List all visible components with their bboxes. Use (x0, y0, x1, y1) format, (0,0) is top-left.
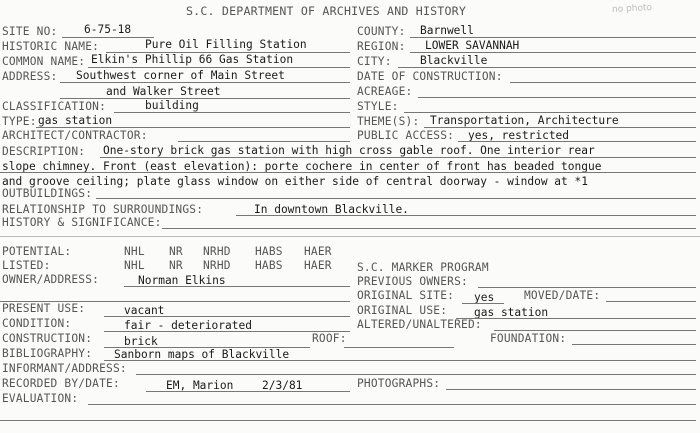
potential-nhl: NHL (124, 245, 145, 258)
potential-habs: HABS (255, 245, 283, 258)
recorded-by-label: RECORDED BY/DATE: (2, 377, 120, 390)
evaluation-label: EVALUATION: (2, 392, 79, 405)
description-line2: slope chimney. Front (east elevation): porte cochere in center of front has beaded tongue (2, 160, 602, 173)
region-label: REGION: (357, 40, 406, 53)
site-no-value: 6-75-18 (84, 23, 132, 36)
original-site-value: yes (474, 291, 495, 304)
listed-haer: HAER (304, 259, 332, 272)
date-of-construction-label: DATE OF CONSTRUCTION: (357, 70, 503, 83)
type-value: gas station (38, 114, 113, 127)
description-line1: One-story brick gas station with high cross gable roof. One interior rear (103, 144, 595, 157)
moved-date-label: MOVED/DATE: (524, 289, 601, 302)
outbuildings-label: OUTBUILDINGS: (2, 187, 93, 200)
address-line1: Southwest corner of Main Street (76, 69, 285, 82)
listed-nrhd: NRHD (203, 259, 231, 272)
common-name-value: Elkin's Phillip 66 Gas Station (91, 53, 294, 66)
pencil-note: no photo (611, 2, 653, 16)
roof-label: ROOF: (312, 332, 347, 345)
owner-address-label: OWNER/ADDRESS: (2, 273, 100, 286)
listed-nhl: NHL (124, 259, 145, 272)
owner-value: Norman Elkins (138, 274, 226, 287)
public-access-label: PUBLIC ACCESS: (357, 129, 455, 142)
public-access-value: yes, restricted (468, 129, 570, 142)
altered-label: ALTERED/UNALTERED: (357, 318, 482, 331)
bibliography-label: BIBLIOGRAPHY: (2, 347, 93, 360)
condition-value: fair - deteriorated (124, 319, 252, 332)
county-label: COUNTY: (357, 25, 406, 38)
history-label: HISTORY & SIGNIFICANCE: (2, 216, 162, 229)
relationship-label: RELATIONSHIP TO SURROUNDINGS: (2, 203, 204, 216)
present-use-label: PRESENT USE: (2, 302, 86, 315)
potential-nrhd: NRHD (203, 245, 231, 258)
potential-label: POTENTIAL: (2, 245, 72, 258)
sc-marker-label: S.C. MARKER PROGRAM (357, 261, 489, 274)
relationship-value: In downtown Blackville. (254, 203, 409, 216)
type-label: TYPE: (2, 115, 37, 128)
present-use-value: vacant (124, 304, 165, 317)
acreage-label: ACREAGE: (357, 85, 413, 98)
construction-value: brick (124, 335, 158, 348)
photographs-label: PHOTOGRAPHS: (357, 377, 441, 390)
recorded-by-value: EM, Marion (166, 379, 234, 392)
listed-label: LISTED: (2, 259, 51, 272)
themes-label: THEME(S): (357, 115, 420, 128)
recorded-date-value: 2/3/81 (262, 379, 303, 392)
architect-label: ARCHITECT/CONTRACTOR: (2, 129, 148, 142)
classification-value: building (145, 99, 199, 112)
original-use-label: ORIGINAL USE: (357, 304, 448, 317)
description-label: DESCRIPTION: (2, 145, 86, 158)
original-site-label: ORIGINAL SITE: (357, 289, 455, 302)
classification-label: CLASSIFICATION: (2, 100, 107, 113)
common-name-label: COMMON NAME: (2, 55, 86, 68)
city-label: CITY: (357, 55, 392, 68)
historic-name-label: HISTORIC NAME: (2, 40, 100, 53)
original-use-value: gas station (474, 306, 549, 319)
potential-haer: HAER (304, 245, 332, 258)
listed-habs: HABS (255, 259, 283, 272)
potential-nr: NR (169, 245, 183, 258)
previous-owners-label: PREVIOUS OWNERS: (357, 275, 468, 288)
construction-label: CONSTRUCTION: (2, 332, 93, 345)
site-no-label: SITE NO: (2, 25, 58, 38)
region-value: LOWER SAVANNAH (425, 39, 520, 52)
form-title: S.C. DEPARTMENT OF ARCHIVES AND HISTORY (186, 4, 467, 18)
style-label: STYLE: (357, 100, 399, 113)
listed-nr: NR (169, 259, 183, 272)
informant-label: INFORMANT/ADDRESS: (2, 362, 127, 375)
address-line2: and Walker Street (106, 85, 221, 98)
address-label: ADDRESS: (2, 70, 58, 83)
description-line3: and groove ceiling; plate glass window on either side of central doorway - window at *1 (2, 175, 588, 188)
historic-name-value: Pure Oil Filling Station (145, 38, 307, 51)
foundation-label: FOUNDATION: (490, 332, 567, 345)
condition-label: CONDITION: (2, 317, 72, 330)
themes-value: Transportation, Architecture (430, 114, 619, 127)
city-value: Blackville (420, 54, 488, 67)
county-value: Barnwell (420, 24, 474, 37)
bibliography-value: Sanborn maps of Blackville (114, 348, 290, 361)
